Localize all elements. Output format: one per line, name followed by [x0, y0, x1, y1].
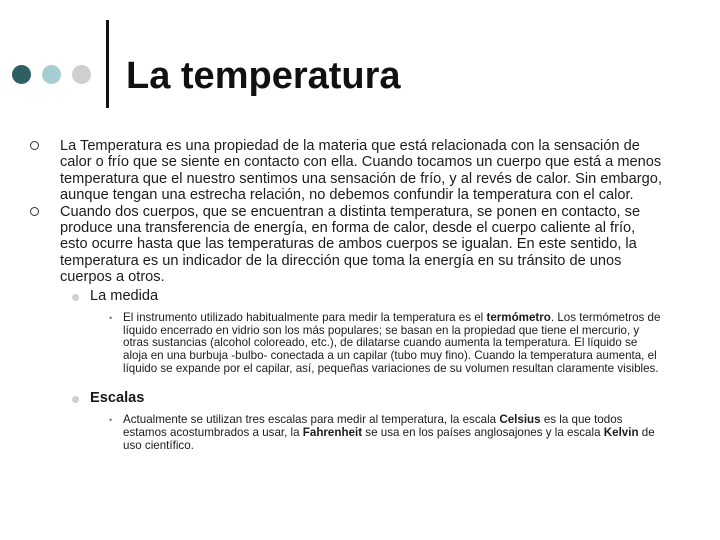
medida-text-after: . Los termómetros de líquido encerrado en vidrio son los más populares; se basan en la propiedad que tiene el mercurio, y otras sustancias (alcohol coloreado, etc.), de dilatarse cuando aumenta la temperatura. El líquido se aloja en una burbuja -bulbo- conectada a un capilar (tubo muy fino). Cuando la temperatura aumenta, el líquido se expande por el capilar, así, pequeñas variaciones de su volumen resultan claramente visibles. [123, 310, 661, 376]
escalas-text-2: es la que todos estamos acostumbrados a usar, la [123, 413, 623, 440]
escalas-text-1: Actualmente se utilizan tres escalas para medir al temperatura, la escala [123, 413, 500, 427]
medida-detail [30, 312, 662, 377]
medida-text-before: El instrumento utilizado habitualmente para medir la temperatura es el [123, 310, 487, 324]
dot-bullet-icon [72, 294, 79, 301]
subheading-text: La medida [90, 287, 159, 304]
term-termometro: termómetro [486, 310, 551, 324]
term-celsius: Celsius [499, 413, 541, 427]
term-kelvin: Kelvin [603, 426, 639, 440]
slide-body [30, 138, 662, 453]
dot-bullet-icon [72, 396, 79, 403]
subheading-text: Escalas [90, 390, 145, 407]
escalas-detail [30, 414, 662, 453]
page-title: La temperatura [126, 55, 401, 97]
ring-bullet-icon [30, 141, 39, 150]
subheading-medida [30, 288, 662, 305]
term-fahrenheit: Fahrenheit [302, 426, 363, 440]
dark-teal-dot-icon [12, 65, 31, 84]
ring-bullet-icon [30, 207, 39, 216]
small-dot-bullet-icon: • [109, 312, 113, 323]
light-teal-dot-icon [42, 65, 61, 84]
escalas-text-3: se usa en los países anglosajones y la escala [362, 426, 604, 440]
title-divider [106, 20, 109, 108]
paragraph-transferencia [30, 204, 662, 286]
subheading-escalas [30, 390, 662, 407]
paragraph-text: La Temperatura es una propiedad de la materia que está relacionada con la sensación de calor o frío que se siente en contacto con ella. Cuando tocamos un cuerpo que está a menos temperatura que el nuestro sentimos una sensación de frío, y al revés de calor. Sin embargo, aunque tengan una estrecha relación, no debemos confundir la temperatura con el calor. [60, 138, 662, 204]
gray-dot-icon [72, 65, 91, 84]
small-dot-bullet-icon: • [109, 415, 113, 426]
paragraph-text: Cuando dos cuerpos, que se encuentran a distinta temperatura, se ponen en contacto, se produce una transferencia de energía, en forma de calor, desde el cuerpo caliente al frío, esto ocurre hasta que las temperaturas de ambos cuerpos se igualan. En este sentido, la temperatura es un indicador de la dirección que toma la energía en su tránsito de unos cuerpos a otros. [60, 203, 641, 286]
paragraph-temperatura [30, 138, 662, 204]
escalas-text-4: de uso científico. [123, 426, 655, 452]
